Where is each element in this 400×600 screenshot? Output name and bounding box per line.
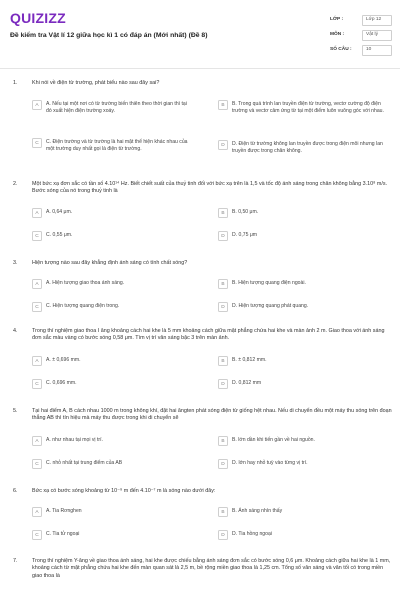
option-text: B. Trong quá trình lan truyền điện từ trường, vectơ cường độ điện trường và vectơ cảm ứng từ tại một điểm luôn vuông góc với nhau. (232, 101, 384, 114)
question-number: 1. (13, 80, 18, 86)
question-text: Hiện tượng nào sau đây khẳng định ánh sáng có tính chất sóng? (32, 260, 188, 266)
option-letter-badge: D (218, 459, 228, 469)
option-text: B. Ánh sáng nhìn thấy (232, 508, 283, 514)
option-text: C. Điện trường và từ trường là hai mặt thể hiện khác nhau của một trường duy nhất gọi là điện từ trường. (46, 139, 188, 152)
option-text: B. lớn dần khi tiến gần về hai nguồn. (232, 437, 315, 443)
document-title: Đề kiểm tra Vật lí 12 giữa học kì 1 có đáp án (Mới nhất) (Đề 8) (10, 32, 208, 39)
meta-count-value: 10 (366, 47, 372, 52)
option-letter-badge: B (218, 436, 228, 446)
meta-grade-value: Lớp 12 (366, 17, 382, 22)
question-number: 2. (13, 181, 18, 187)
meta-question-count (326, 45, 394, 57)
option-letter-badge: B (218, 279, 228, 289)
option-letter-badge: D (218, 140, 228, 150)
option-letter-badge: C (32, 530, 42, 540)
question-number: 7. (13, 558, 18, 564)
option-letter-badge: A (32, 507, 42, 517)
option-text: B. 0,50 μm. (232, 209, 259, 215)
question-text: Tại hai điểm A, B cách nhau 1000 m trong không khí, đặt hai ăngten phát sóng điện từ giống hệt nhau. Nếu di chuyển đều một máy thu sóng trên đoạn thẳng AB thì tín hiệu mà máy thu được trong khi di chuyển sẽ (32, 408, 392, 422)
question-number: 4. (13, 328, 18, 334)
option-text: C. 0,696 mm. (46, 380, 77, 386)
option-letter-badge: C (32, 231, 42, 241)
option-text: A. Tia Rơnghen (46, 508, 82, 514)
question-number: 6. (13, 488, 18, 494)
question-text: Trong thí nghiệm Y-âng về giao thoa ánh sáng, hai khe được chiếu bằng ánh sáng đơn sắc có bước sóng 0,6 μm. Khoảng cách giữa hai khe là 1 mm, khoảng cách từ mặt phẳng chứa hai khe đến màn quan sát là 2,5 m, bề rộng miền giao thoa là 1,25 cm. Tổng số vân sáng và vân tối có trong miền giao thoa là (32, 558, 391, 579)
question-text: Trong thí nghiệm giao thoa I âng khoảng cách hai khe là 5 mm khoảng cách giữa mặt phẳng chứa hai khe và màn ảnh 2 m. Giao thoa với ánh sáng đơn sắc màu vàng có bước sóng 0,58 μm. Tìm vị trí vân sáng bậc 3 trên màn ảnh. (32, 328, 385, 342)
option-text: C. Hiện tượng quang điện trong. (46, 303, 120, 309)
option-letter-badge: B (218, 356, 228, 366)
option-letter-badge: A (32, 356, 42, 366)
question-number: 5. (13, 408, 18, 414)
meta-grade-label: LỚP : (330, 17, 344, 22)
option-letter-badge: A (32, 436, 42, 446)
option-letter-badge: C (32, 379, 42, 389)
option-letter-badge: A (32, 279, 42, 289)
option-letter-badge: C (32, 459, 42, 469)
option-letter-badge: D (218, 231, 228, 241)
document-header (0, 0, 400, 68)
option-letter-badge: D (218, 302, 228, 312)
question-number: 3. (13, 260, 18, 266)
option-letter-badge: C (32, 302, 42, 312)
option-text: D. Điện từ trường không lan truyền được trong điện môi nhưng lan truyền được trong chân không. (232, 141, 383, 154)
option-text: D. 0,75 μm (232, 232, 258, 238)
option-text: D. lớn hay nhỏ tuỳ vào từng vị trí. (232, 460, 308, 466)
quizizz-logo: QUIZIZZ (10, 10, 66, 26)
option-letter-badge: D (218, 530, 228, 540)
option-text: C. Tia tử ngoại (46, 531, 80, 537)
option-letter-badge: A (32, 100, 42, 110)
option-text: C. nhỏ nhất tại trung điểm của AB (46, 460, 123, 466)
question-text: Bức xạ có bước sóng khoảng từ 10⁻⁹ m đến 4.10⁻⁷ m là sóng nào dưới đây: (32, 488, 216, 494)
option-letter-badge: B (218, 507, 228, 517)
option-text: D. Hiện tượng quang phát quang. (232, 303, 309, 309)
meta-subject (326, 30, 394, 42)
meta-subject-value: Vật lý (366, 32, 378, 37)
meta-subject-label: MÔN : (330, 32, 345, 37)
header-divider (0, 68, 400, 69)
option-text: C. 0,55 μm. (46, 232, 73, 238)
option-text: A. ± 0,696 mm. (46, 357, 81, 363)
option-text: A. Hiện tượng giao thoa ánh sáng. (46, 280, 125, 286)
meta-grade (326, 15, 394, 27)
option-text: B. ± 0,812 mm. (232, 357, 267, 363)
option-text: D. 0,812 mm (232, 380, 262, 386)
option-text: A. Nếu tại một nơi có từ trường biến thiên theo thời gian thì tại đó xuất hiện điện trường xoáy. (46, 101, 187, 114)
option-letter-badge: B (218, 100, 228, 110)
option-text: B. Hiện tượng quang điện ngoài. (232, 280, 306, 286)
question-text: Một bức xạ đơn sắc có tần số 4.10¹⁴ Hz. Biết chiết suất của thuỷ tinh đối với bức xạ trên là 1,5 và tốc độ ánh sáng trong chân không bằng 3.10⁸ m/s. Bước sóng của nó trong thuỷ tinh là (32, 181, 388, 195)
question-text: Khi nói về điện từ trường, phát biểu nào sau đây sai? (32, 80, 160, 86)
option-letter-badge: D (218, 379, 228, 389)
option-text: A. như nhau tại mọi vị trí. (46, 437, 103, 443)
option-text: A. 0,64 μm. (46, 209, 73, 215)
meta-count-label: SỐ CÂU : (330, 47, 352, 52)
option-letter-badge: A (32, 208, 42, 218)
option-text: D. Tia hồng ngoại (232, 531, 272, 537)
option-letter-badge: C (32, 138, 42, 148)
option-letter-badge: B (218, 208, 228, 218)
